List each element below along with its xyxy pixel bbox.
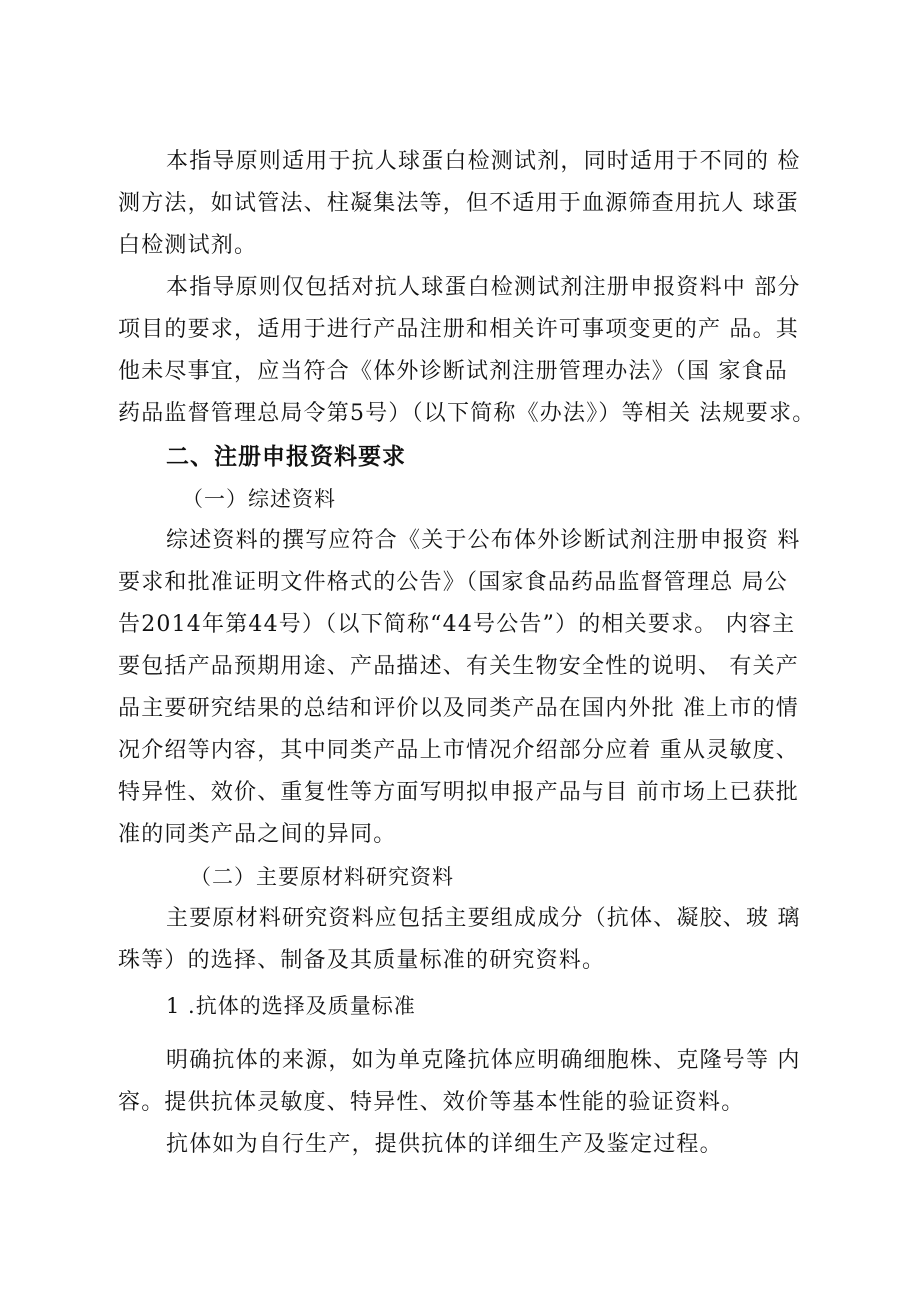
paragraph-2-line-1: 本指导原则仅包括对抗人球蛋白检测试剂注册申报资料中 部分 — [166, 275, 801, 300]
subsection-1-line-2: 要求和批准证明文件格式的公告》（国家食品药品监督管理总 局公 — [118, 570, 788, 595]
paragraph-1-line-1: 本指导原则适用于抗人球蛋白检测试剂，同时适用于不同的 检 — [166, 149, 801, 174]
subsection-1-line-3: 告2014年第44号）（以下简称“44号公告”）的相关要求。 内容主 — [118, 612, 796, 637]
subsection-2-line-1: 主要原材料研究资料应包括主要组成成分（抗体、凝胶、玻 璃 — [166, 906, 801, 931]
paragraph-2-line-4: 药品监督管理总局令第5号）（以下简称《办法》）等相关 法规要求。 — [118, 401, 816, 426]
item-1-last-line: 抗体如为自行生产，提供抗体的详细生产及鉴定过程。 — [166, 1132, 723, 1157]
subsection-1-line-4: 要包括产品预期用途、产品描述、有关生物安全性的说明、 有关产 — [118, 654, 799, 679]
paragraph-1-line-2: 测方法，如试管法、柱凝集法等，但不适用于血源筛查用抗人 球蛋 — [118, 191, 799, 216]
section-heading: 二、注册申报资料要求 — [166, 444, 406, 470]
subsection-1-line-6: 况介绍等内容，其中同类产品上市情况介绍部分应着 重从灵敏度、 — [118, 738, 799, 763]
subsection-1-line-1: 综述资料的撰写应符合《关于公布体外诊断试剂注册申报资 料 — [166, 528, 801, 553]
subsection-1-line-5: 品主要研究结果的总结和评价以及同类产品在国内外批 准上市的情 — [118, 696, 799, 721]
paragraph-2-line-3: 他未尽事宜，应当符合《体外诊断试剂注册管理办法》（国 家食品 — [118, 359, 788, 384]
item-1-line-2: 容。提供抗体灵敏度、特异性、效价等基本性能的验证资料。 — [118, 1090, 745, 1115]
item-1-line-1: 明确抗体的来源，如为单克隆抗体应明确细胞株、克隆号等 内 — [166, 1048, 801, 1073]
paragraph-1-line-3: 白检测试剂。 — [118, 233, 258, 258]
subsection-1-title: （一）综述资料 — [182, 487, 336, 511]
subsection-2-title: （二）主要原材料研究资料 — [190, 865, 454, 889]
paragraph-2-line-2: 项目的要求，适用于进行产品注册和相关许可事项变更的产 品。其 — [118, 317, 799, 342]
subsection-1-line-8: 准的同类产品之间的异同。 — [118, 822, 397, 847]
item-1-title: 1 .抗体的选择及质量标准 — [166, 994, 416, 1018]
subsection-1-line-7: 特异性、效价、重复性等方面写明拟申报产品与目 前市场上已获批 — [118, 780, 799, 805]
subsection-2-line-2: 珠等）的选择、制备及其质量标准的研究资料。 — [118, 948, 606, 973]
